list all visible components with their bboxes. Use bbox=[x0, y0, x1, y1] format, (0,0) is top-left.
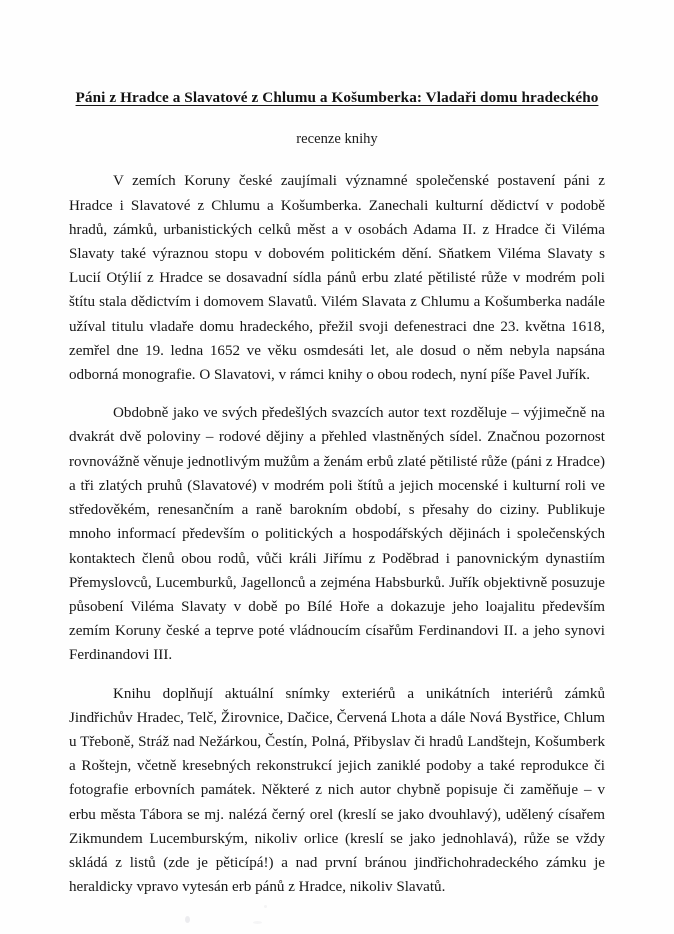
document-subtitle: recenze knihy bbox=[296, 130, 378, 147]
page-title: Páni z Hradce a Slavatové z Chlumu a Košumberka: Vladaři domu hradeckého bbox=[75, 89, 599, 106]
scan-artifact bbox=[185, 916, 190, 923]
scan-artifact bbox=[264, 905, 267, 908]
document-content bbox=[69, 86, 605, 899]
body-paragraph-3: Knihu doplňují aktuální snímky exteriérů a unikátních interiérů zámků Jindřichův Hradec, Telč, Žirovnice, Dačice, Červená Lhota a dále Nová Bystřice, Chlum u Třeboně, Stráž nad Nežárkou, Čestín, Polná, Přibyslav či hradů Landštejn, Košumberk a Roštejn, včetně kresebných rekonstrukcí jejich zaniklé podoby a také reprodukce či fotografie erbovních památek. Některé z nich autor chybně popisuje či zaměňuje – v erbu města Tábora se mj. nalézá černý orel (kreslí se jako dvouhlavý), udělený císařem Zikmundem Lucemburským, nikoliv orlice (kreslí se jako jednohlavá), růže se vždy skládá z listů (zde je pěticípá!) a nad první bránou jindřichohradeckého zámku je heraldicky vpravo vytesán erb pánů z Hradce, nikoliv Slavatů. bbox=[69, 685, 605, 896]
scan-artifact bbox=[253, 921, 262, 924]
body-paragraph-1: V zemích Koruny české zaujímali významné společenské postavení páni z Hradce i Slavatové z Chlumu a Košumberka. Zanechali kulturní dědictví v podobě hradů, zámků, urbanistických celků měst a v osobách Adama II. z Hradce či Viléma Slavaty také výraznou stopu v dobovém politickém dění. Sňatkem Viléma Slavaty s Lucií Otýlií z Hradce se dosavadní sídla pánů erbu zlaté pětilisté růže v modrém poli štítu stala dědictvím i domovem Slavatů. Vilém Slavata z Chlumu a Košumberka nadále užíval titulu vladaře domu hradeckého, přežil svoji defenestraci dne 23. května 1618, zemřel dne 19. ledna 1652 ve věku osmdesáti let, ale dosud o něm nebyla napsána odborná monografie. O Slavatovi, v rámci knihy o obou rodech, nyní píše Pavel Juřík. bbox=[69, 173, 605, 384]
body-paragraph-2: Obdobně jako ve svých předešlých svazcích autor text rozděluje – výjimečně na dvakrát dvě poloviny – rodové dějiny a přehled vlastněných sídel. Značnou pozornost rovnovážně věnuje jednotlivým mužům a ženám erbů zlaté pětilisté růže (páni z Hradce) a tři zlatých pruhů (Slavatové) v modrém poli štítů a jejich mocenské i kulturní roli ve středověkém, renesančním a raně barokním období, s přesahy do ciziny. Publikuje mnoho informací především o politických a hospodářských dějinách i společenských kontaktech členů obou rodů, vůči králi Jiřímu z Poděbrad i panovnickým dynastiím Přemyslovců, Lucemburků, Jagellonců a zejména Habsburků. Juřík objektivně posuzuje působení Viléma Slavaty v době po Bílé Hoře a dokazuje jeho loajalitu především zemím Koruny české a teprve poté vládnoucím císařům Ferdinandovi II. a jeho synovi Ferdinandovi III. bbox=[69, 405, 605, 664]
